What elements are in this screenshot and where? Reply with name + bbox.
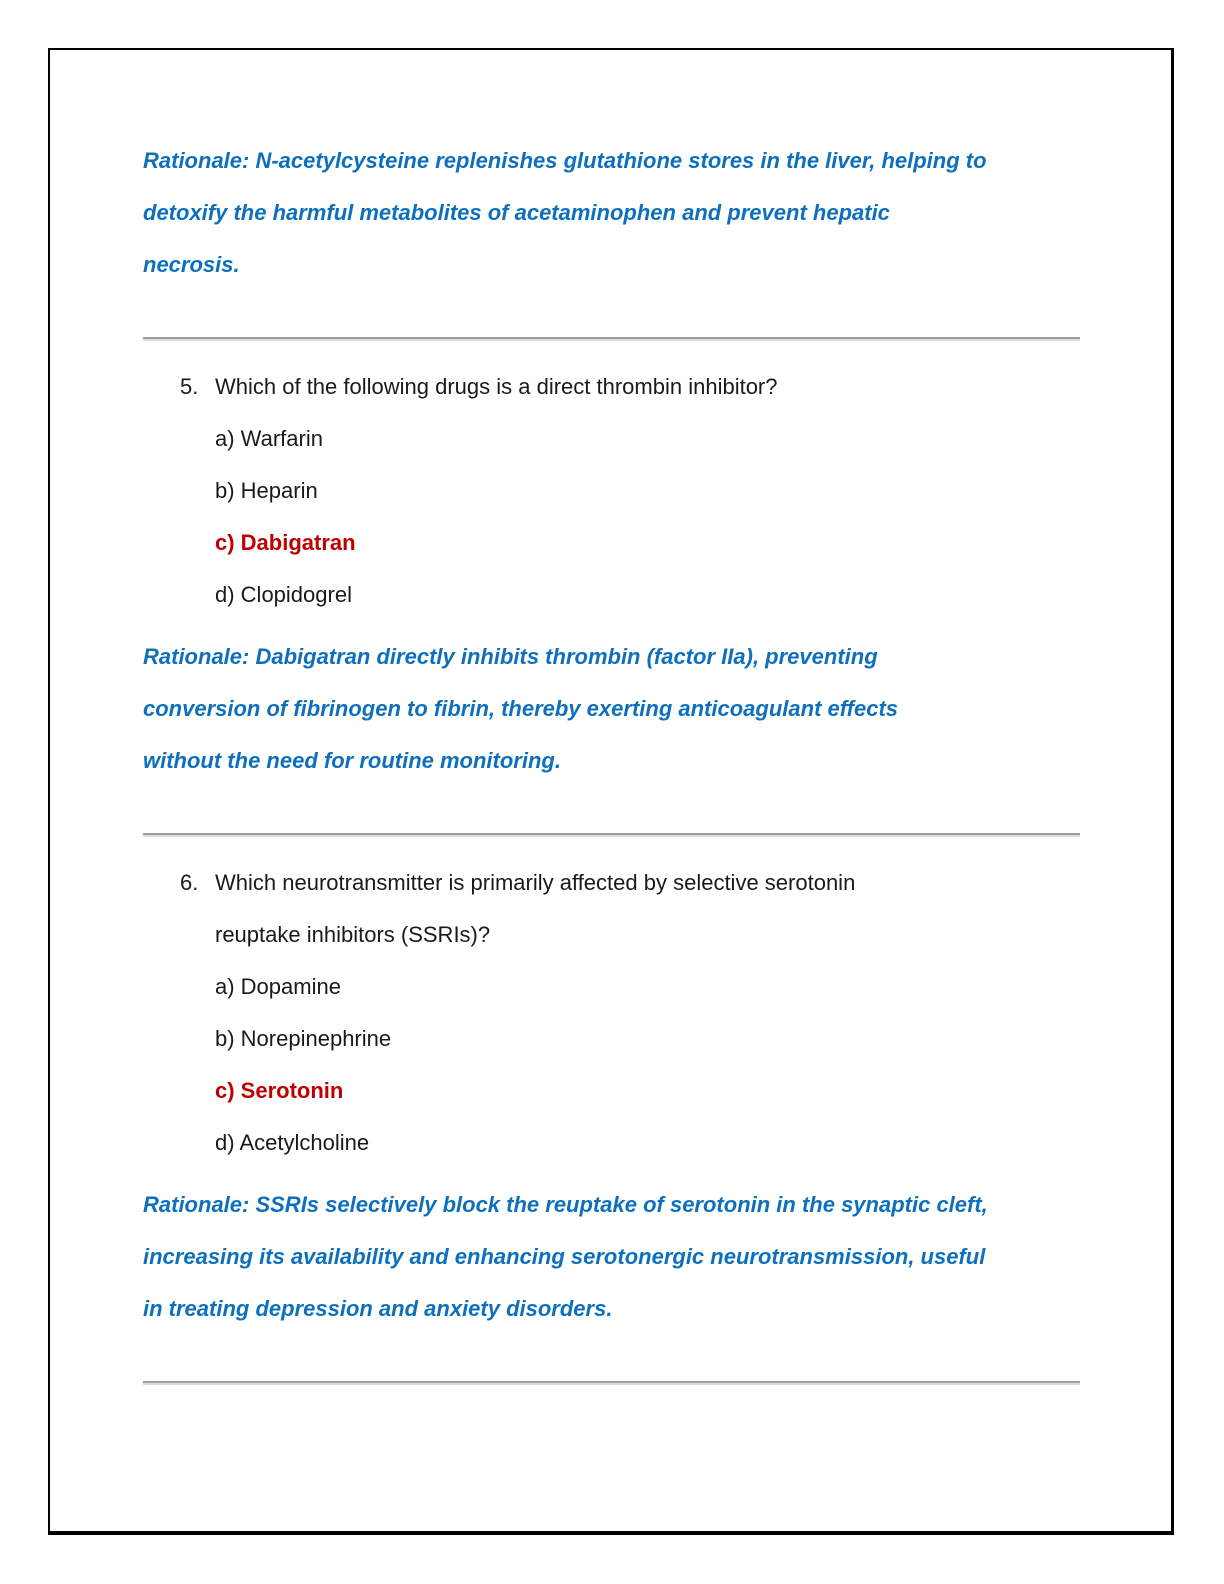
section-divider	[143, 1381, 1080, 1385]
question-6-row	[143, 857, 1080, 961]
section-divider	[143, 337, 1080, 341]
rationale-line: without the need for routine monitoring.	[143, 748, 561, 773]
rationale-line: Rationale: SSRIs selectively block the reuptake of serotonin in the synaptic cleft,	[143, 1192, 988, 1217]
rationale-line: conversion of fibrinogen to fibrin, thereby exerting anticoagulant effects	[143, 696, 899, 721]
rationale-top	[143, 135, 1080, 291]
question-number: 5.	[180, 374, 199, 399]
question-5	[143, 361, 1080, 621]
answer-option-d: d) Acetylcholine	[215, 1130, 370, 1155]
answer-option-d: d) Clopidogrel	[215, 582, 352, 607]
question-number: 6.	[180, 870, 199, 895]
question-text	[215, 361, 1080, 413]
question-5-row	[143, 361, 1080, 413]
question-6-options	[143, 961, 1080, 1169]
question-text	[215, 857, 1080, 961]
page-border	[48, 48, 1174, 1535]
question-5-options	[143, 413, 1080, 621]
rationale-question-5	[143, 631, 1080, 787]
answer-option-a: a) Dopamine	[215, 974, 341, 999]
rationale-line: Rationale: Dabigatran directly inhibits thrombin (factor IIa), preventing	[143, 644, 878, 669]
rationale-line: increasing its availability and enhancing serotonergic neurotransmission, useful	[143, 1244, 986, 1269]
section-divider	[143, 833, 1080, 837]
answer-option-b: b) Norepinephrine	[215, 1026, 392, 1051]
question-text-line: Which neurotransmitter is primarily affected by selective serotonin	[215, 870, 856, 895]
answer-option-a: a) Warfarin	[215, 426, 323, 451]
question-6	[143, 857, 1080, 1169]
question-text-line: Which of the following drugs is a direct thrombin inhibitor?	[215, 374, 778, 399]
page-content	[143, 135, 1080, 1385]
rationale-line: in treating depression and anxiety disorders.	[143, 1296, 613, 1321]
rationale-line: detoxify the harmful metabolites of acetaminophen and prevent hepatic	[143, 200, 890, 225]
rationale-line: necrosis.	[143, 252, 240, 277]
answer-option-b: b) Heparin	[215, 478, 318, 503]
correct-answer-option-c: c) Serotonin	[215, 1078, 344, 1103]
correct-answer-option-c: c) Dabigatran	[215, 530, 356, 555]
question-text-line: reuptake inhibitors (SSRIs)?	[215, 922, 491, 947]
rationale-question-6	[143, 1179, 1080, 1335]
rationale-line: Rationale: N-acetylcysteine replenishes glutathione stores in the liver, helping to	[143, 148, 987, 173]
